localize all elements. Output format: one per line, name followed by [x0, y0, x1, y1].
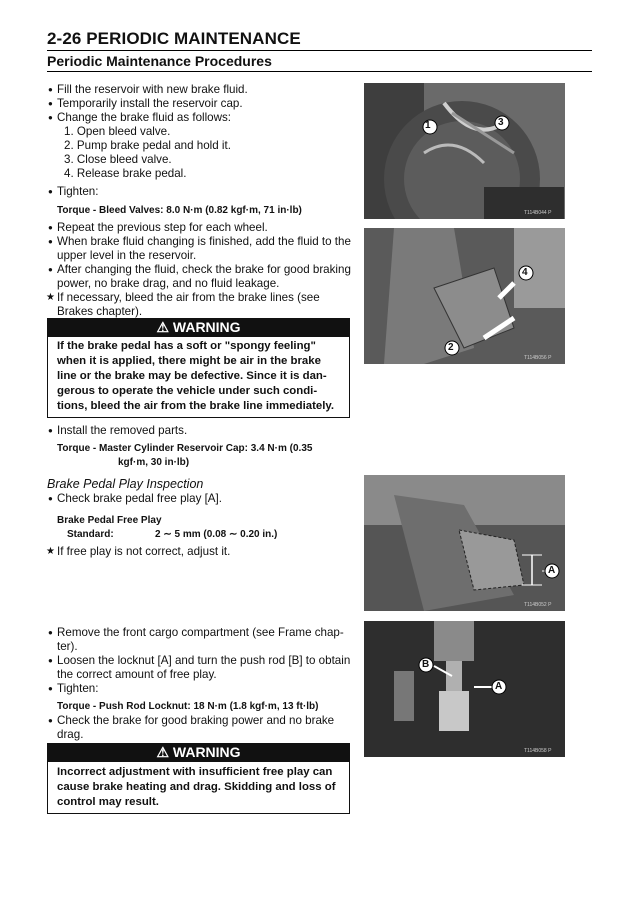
step-install-cap: ● Temporarily install the reservoir cap.	[57, 97, 243, 111]
step-repeat: ● Repeat the previous step for each wheel.	[57, 221, 268, 235]
photo-brake-pedal	[364, 228, 565, 364]
photo-free-play-drawing	[364, 475, 565, 611]
photo-bleed-valve	[364, 83, 565, 219]
callout-4: 4	[522, 267, 528, 278]
step-check-free-play: ● Check brake pedal free play [A].	[57, 492, 222, 506]
photo-code-1: T114B044 P	[524, 210, 552, 216]
step-tighten: ● Tighten:	[57, 185, 98, 199]
warning-title-1: WARNING	[172, 319, 241, 335]
step-tighten-2: ● Tighten:	[57, 682, 98, 696]
warning1-line2: when it is applied, there might be air in the brake	[57, 355, 321, 367]
warning1-line1: If the brake pedal has a soft or "spongy feeling"	[57, 340, 316, 352]
step-install-parts: ● Install the removed parts.	[57, 424, 187, 438]
photo-brake-pedal-drawing	[364, 228, 565, 364]
substep-1: 1. Open bleed valve.	[64, 125, 171, 138]
photo-code-4: T114B058 P	[524, 748, 552, 754]
spec-value: 2 ∼ 5 mm (0.08 ∼ 0.20 in.)	[155, 529, 278, 540]
photo-code-3: T114B052 P	[524, 602, 552, 608]
callout-2: 2	[448, 342, 454, 353]
callout-b: B	[422, 659, 430, 670]
callout-3: 3	[498, 117, 504, 128]
warning-box-2	[47, 743, 350, 814]
note-adjust: ★ If free play is not correct, adjust it.	[57, 545, 230, 559]
torque-bleed-valves: Torque - Bleed Valves: 8.0 N·m (0.82 kgf·m, 71 in·lb)	[57, 205, 302, 216]
callout-a: A	[548, 565, 556, 576]
photo-code-2: T114B056 P	[524, 355, 552, 361]
spec-title: Brake Pedal Free Play	[57, 515, 162, 526]
heading-rule	[47, 71, 592, 72]
substep-3: 3. Close bleed valve.	[64, 153, 172, 166]
warning-triangle-icon: ⚠	[156, 319, 169, 335]
step-add-fluid-cont: upper level in the reservoir.	[57, 249, 197, 262]
subsection-title: Brake Pedal Play Inspection	[47, 477, 204, 491]
warning-triangle-icon: ⚠	[156, 744, 169, 760]
note-bleed-air: ★ If necessary, bleed the air from the brake lines (see	[57, 291, 320, 305]
step-check-brake-cont: power, no brake drag, and no fluid leakage.	[57, 277, 280, 290]
torque-reservoir-cap: Torque - Master Cylinder Reservoir Cap: 3.4 N·m (0.35	[57, 443, 313, 454]
step-check-braking-cont: drag.	[57, 728, 84, 741]
step-check-braking: ● Check the brake for good braking power and no brake	[57, 714, 334, 728]
page-title: 2-26 PERIODIC MAINTENANCE	[47, 29, 301, 48]
photo-push-rod	[364, 621, 565, 757]
spec-label: Standard:	[67, 529, 114, 540]
substep-2: 2. Pump brake pedal and hold it.	[64, 139, 231, 152]
warning-body-2	[47, 762, 350, 814]
photo-free-play	[364, 475, 565, 611]
torque-push-rod: Torque - Push Rod Locknut: 18 N·m (1.8 kgf·m, 13 ft·lb)	[57, 701, 319, 712]
step-loosen-locknut-cont: the correct amount of free play.	[57, 668, 217, 681]
warning1-line5: tions, bleed the air from the brake line immediately.	[57, 400, 335, 412]
step-remove-compartment: ● Remove the front cargo compartment (see Frame chap-	[57, 626, 344, 640]
warning-body-1	[47, 337, 350, 418]
step-add-fluid: ● When brake fluid changing is finished, add the fluid to the	[57, 235, 351, 249]
step-remove-compartment-cont: ter).	[57, 640, 78, 653]
step-fill-reservoir: ● Fill the reservoir with new brake fluid.	[57, 83, 248, 97]
step-change-fluid: ● Change the brake fluid as follows:	[57, 111, 231, 125]
warning-header-2	[47, 743, 350, 762]
photo-bleed-valve-drawing	[364, 83, 565, 219]
step-check-brake: ● After changing the fluid, check the brake for good braking	[57, 263, 351, 277]
warning2-line1: Incorrect adjustment with insufficient free play can	[57, 766, 333, 778]
callout-a-2: A	[495, 681, 503, 692]
warning1-line3: line or the brake may be defective. Since it is dan-	[57, 370, 327, 382]
warning-box-1	[47, 318, 350, 418]
warning2-line3: control may result.	[57, 796, 159, 808]
substep-4: 4. Release brake pedal.	[64, 167, 187, 180]
note-bleed-air-cont: Brakes chapter).	[57, 305, 143, 318]
callout-1: 1	[425, 120, 431, 131]
warning2-line2: cause brake heating and drag. Skidding and loss of	[57, 781, 336, 793]
step-loosen-locknut: ● Loosen the locknut [A] and turn the push rod [B] to obtain	[57, 654, 350, 668]
warning-header-1	[47, 318, 350, 337]
warning1-line4: gerous to operate the vehicle under such condi-	[57, 385, 318, 397]
photo-push-rod-drawing	[364, 621, 565, 757]
section-heading: Periodic Maintenance Procedures	[47, 53, 272, 69]
warning-title-2: WARNING	[172, 744, 241, 760]
title-rule	[47, 50, 592, 51]
torque-reservoir-cap-cont: kgf·m, 30 in·lb)	[118, 457, 190, 468]
